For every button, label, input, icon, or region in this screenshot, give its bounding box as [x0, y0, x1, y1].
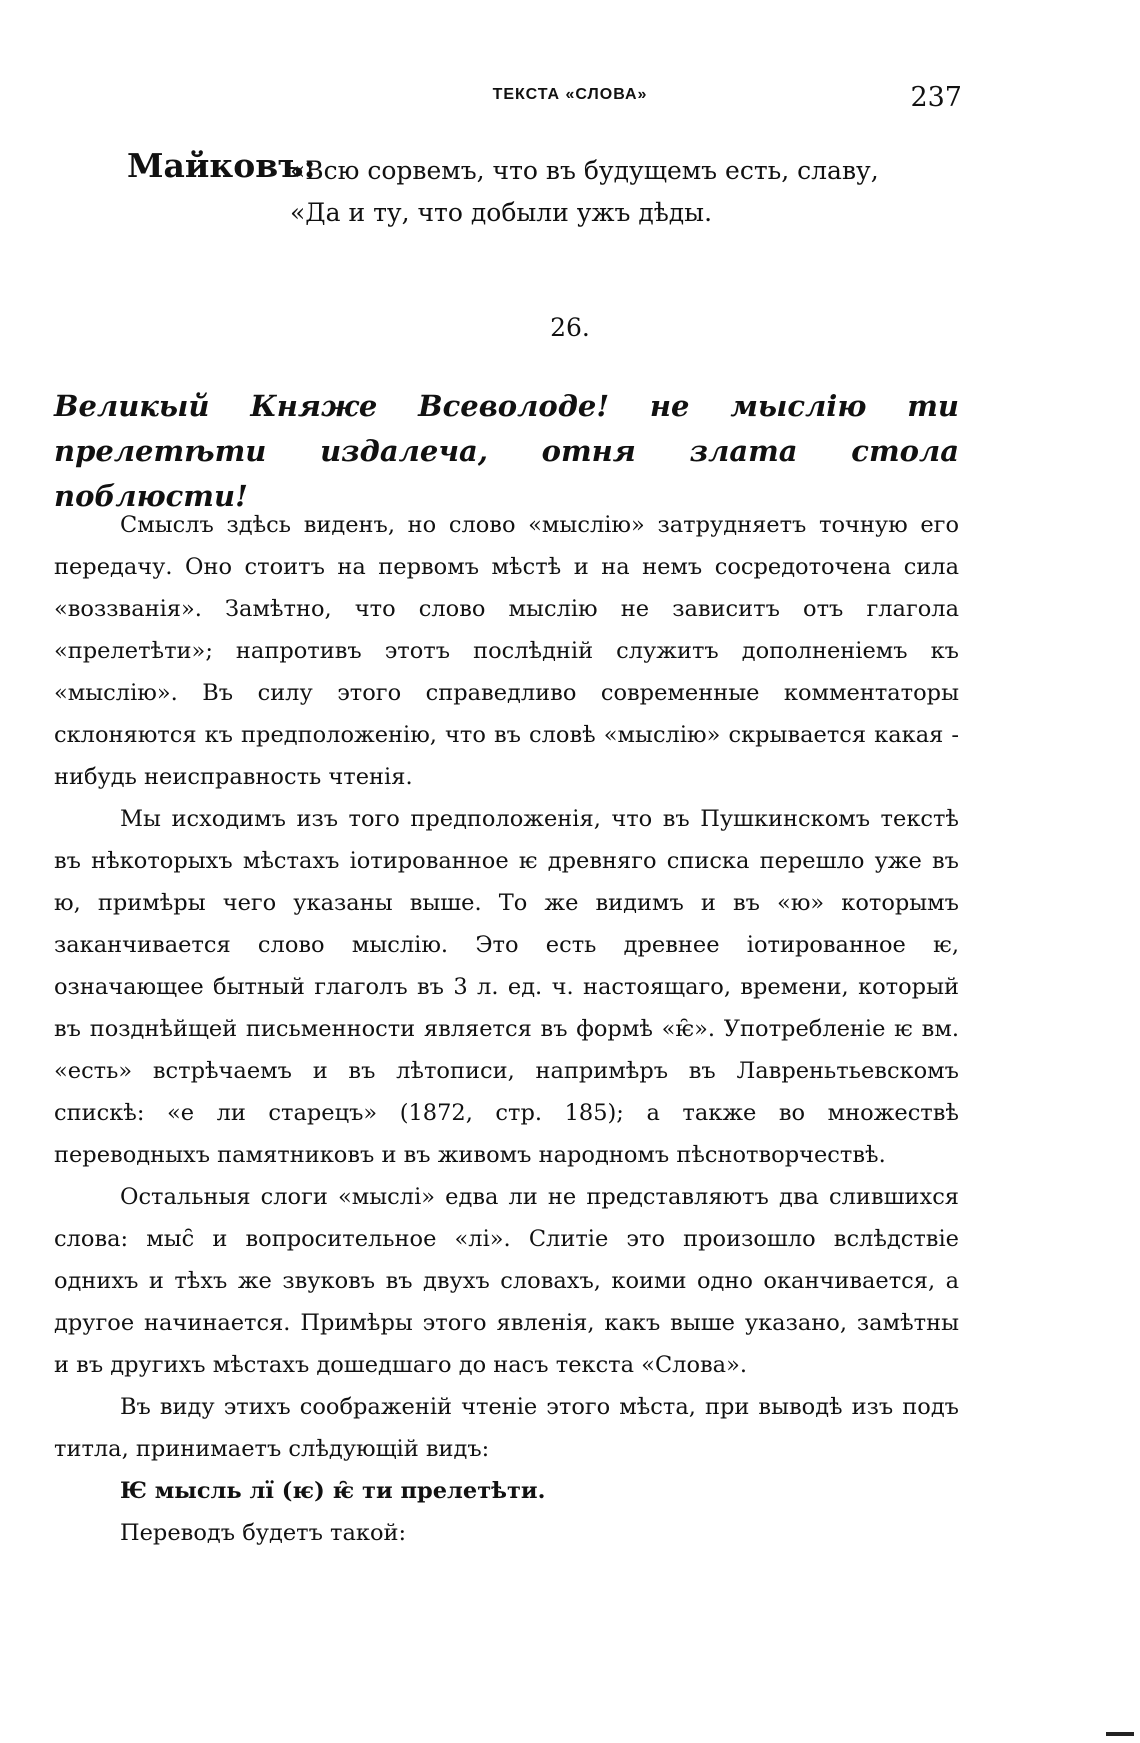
margin-mark [1106, 1732, 1134, 1736]
running-header: ТЕКСТА «СЛОВА» [492, 86, 648, 103]
paragraph: Остальныя слоги «мыслі» едва ли не представляютъ два слившихся слова: мыс̑ и вопросительное «лі». Слитіе это произошло вслѣдствіе однихъ и тѣхъ же звуковъ въ двухъ словахъ, коими одно оканчивается, а другое начинается. Примѣры этого явленія, какъ выше указано, замѣтны и въ другихъ мѣстахъ дошедшаго до насъ текста «Слова». [54, 1184, 959, 1378]
section-number: 26. [550, 313, 590, 342]
page-number: 237 [910, 82, 962, 113]
translation-intro: Переводъ будетъ такой: [120, 1520, 407, 1546]
paragraph: Смыслъ здѣсь виденъ, но слово «мыслію» затрудняетъ точную его передачу. Оно стоитъ на первомъ мѣстѣ и на немъ сосредоточена сила «воззванія». Замѣтно, что слово мыслію не зависитъ отъ глагола «прелетѣти»; напротивъ этотъ послѣдній служитъ дополненіемъ къ «мыслію». Въ силу этого справедливо современные комментаторы склоняются къ предположенію, что въ словѣ «мыслію» скрывается какая - нибудь неисправность чтенія. [54, 512, 959, 790]
old-text-quote: Великый Княже Всеволоде! не мыслію ти прелетѣти издалеча, отня злата стола поблюсти! [54, 389, 959, 513]
commentary-body [54, 504, 959, 1554]
paragraph: Въ виду этихъ соображеній чтеніе этого мѣста, при выводѣ изъ подъ титла, принимаетъ слѣдующій видъ: [54, 1394, 959, 1462]
paragraph: Мы исходимъ изъ того предположенія, что въ Пушкинскомъ текстѣ въ нѣкоторыхъ мѣстахъ іотированное ѥ древняго списка перешло уже въ ю, примѣры чего указаны выше. То же видимъ и въ «ю» которымъ заканчивается слово мыслію. Это есть древнее іотированное ѥ, означающее бытный глаголъ въ 3 л. ед. ч. настоящаго, времени, который въ позднѣйщей письменности является въ формѣ «ѥ̑». Употребленіе ѥ вм. «есть» встрѣчаемъ и въ лѣтописи, напримѣръ въ Лавреньтьевскомъ спискѣ: «е ли старецъ» (1872, стр. 185); а также во множествѣ переводныхъ памятниковъ и въ живомъ народномъ пѣснотворчествѣ. [54, 806, 959, 1168]
reconstructed-reading: Ѥ мысль лї (ѥ) ѥ̑ ти прелетѣти. [120, 1478, 546, 1504]
verse-line: «Да и ту, что добыли ужъ дѣды. [290, 198, 713, 227]
verse-line: «Всю сорвемъ, что въ будущемъ есть, славу, [290, 156, 879, 185]
maikov-label: Майковъ: [127, 146, 316, 185]
